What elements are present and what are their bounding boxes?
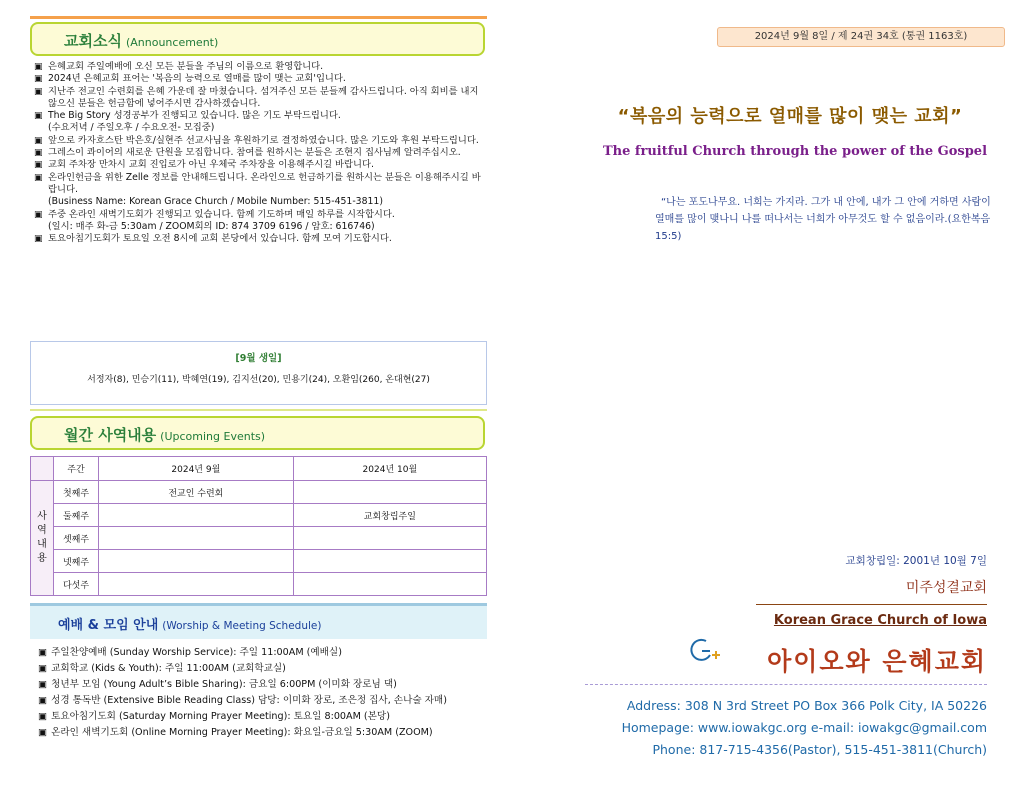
top-divider bbox=[30, 16, 487, 19]
events-row bbox=[31, 504, 487, 527]
worship-header bbox=[30, 603, 487, 639]
events-cell-sep bbox=[99, 504, 294, 527]
bullet-icon: ▣ bbox=[38, 711, 48, 722]
announcement-text: 온라인헌금을 위한 Zelle 정보를 안내해드립니다. 온라인으로 헌금하기를 원하시는 분들은 이용해주시길 바랍니다. bbox=[48, 171, 481, 195]
announcement-item bbox=[34, 110, 489, 135]
announcement-text: The Big Story 성경공부가 진행되고 있습니다. 많은 기도 부탁드립니다. bbox=[48, 110, 341, 122]
bible-verse: “나는 포도나무요. 너희는 가지라. 그가 내 안에, 내가 그 안에 거하면 사람이 열매를 많이 맺나니 나를 떠나서는 너희가 아무것도 할 수 없음이라.(요한복음 15:5) bbox=[655, 197, 991, 242]
worship-text: 청년부 모임 (Young Adult’s Bible Sharing): 금요일 6:00PM (이미화 장로님 댁) bbox=[51, 679, 397, 690]
events-cell-week: 넷째주 bbox=[54, 550, 99, 573]
worship-item bbox=[38, 661, 447, 677]
announcement-subtext: (일시: 매주 화-금 5:30am / ZOOM회의 ID: 874 3709 6196 / 암호: 616746) bbox=[48, 220, 375, 232]
bullet-icon: ▣ bbox=[38, 647, 48, 658]
announcement-item bbox=[34, 233, 489, 245]
church-logo-icon bbox=[688, 637, 722, 665]
events-title: 월간 사역내용 (Upcoming Events) bbox=[64, 426, 266, 444]
announcement-text: 그레스이 콰이어의 새로운 단원을 모집합니다. 참여를 원하시는 분들은 조현지 집사님께 알려주십시오. bbox=[48, 147, 461, 159]
worship-title-en: (Worship & Meeting Schedule) bbox=[162, 620, 322, 632]
events-cell-sep bbox=[99, 573, 294, 596]
sep-header: 2024년 9월 bbox=[99, 457, 294, 481]
birthday-names: 서정자(8), 민승기(11), 박혜연(19), 김지선(20), 민용기(24), 오환임(260, 온대현(27) bbox=[87, 375, 430, 385]
birthday-divider bbox=[30, 409, 487, 411]
events-cell-week: 첫째주 bbox=[54, 481, 99, 504]
events-row bbox=[31, 573, 487, 596]
announcement-text: 2024년 은혜교회 표어는 '복음의 능력으로 열매를 많이 맺는 교회'입니다. bbox=[48, 73, 346, 85]
announcement-item bbox=[34, 147, 489, 159]
announcement-item bbox=[34, 73, 489, 85]
birthday-box bbox=[30, 341, 487, 405]
events-row bbox=[31, 527, 487, 550]
church-address: Address: 308 N 3rd Street PO Box 366 Polk City, IA 50226 bbox=[626, 698, 987, 713]
side-label-char: 역 bbox=[37, 525, 47, 536]
events-corner-cell bbox=[31, 457, 54, 481]
worship-text: 온라인 새벽기도회 (Online Morning Prayer Meeting): 화요일-금요일 5:30AM (ZOOM) bbox=[51, 727, 433, 738]
bullet-icon: ▣ bbox=[38, 663, 48, 674]
bullet-icon: ▣ bbox=[34, 86, 43, 97]
events-cell-week: 셋째주 bbox=[54, 527, 99, 550]
affiliation-name: 미주성결교회 bbox=[905, 580, 987, 596]
events-cell-oct bbox=[293, 573, 486, 596]
events-cell-oct bbox=[293, 550, 486, 573]
contact-divider bbox=[585, 684, 987, 685]
announcement-item bbox=[34, 86, 489, 111]
events-cell-oct: 교회창립주일 bbox=[293, 504, 486, 527]
church-name-korean: 아이오와 은혜교회 bbox=[767, 647, 987, 676]
founded-date: 교회창립일: 2001년 10월 7일 bbox=[845, 555, 987, 567]
church-divider bbox=[756, 604, 987, 605]
announcement-list bbox=[34, 61, 489, 245]
events-cell-oct bbox=[293, 527, 486, 550]
worship-title: 예배 & 모임 안내 (Worship & Meeting Schedule) bbox=[58, 618, 322, 633]
church-homepage-email[interactable]: Homepage: www.iowakgc.org e-mail: iowakgc@gmail.com bbox=[621, 720, 987, 735]
bullet-icon: ▣ bbox=[34, 234, 43, 245]
announcement-item bbox=[34, 135, 489, 147]
side-label-char: 내 bbox=[37, 539, 47, 550]
events-table-header bbox=[31, 457, 487, 481]
side-label-char: 용 bbox=[37, 553, 47, 564]
announcement-text: 앞으로 카자흐스탄 박은호/실현주 선교사님을 후원하기로 결정하였습니다. 많은 기도와 후원 부탁드립니다. bbox=[48, 134, 479, 146]
worship-item bbox=[38, 693, 447, 709]
bullet-icon: ▣ bbox=[34, 172, 43, 183]
bullet-icon: ▣ bbox=[34, 160, 43, 171]
announcement-item bbox=[34, 159, 489, 171]
worship-item bbox=[38, 709, 447, 725]
events-row bbox=[31, 481, 487, 504]
announcement-subtext: (Business Name: Korean Grace Church / Mobile Number: 515-451-3811) bbox=[48, 196, 383, 208]
events-cell-oct bbox=[293, 481, 486, 504]
bullet-icon: ▣ bbox=[34, 74, 43, 85]
announcement-text: 주중 온라인 새벽기도회가 진행되고 있습니다. 함께 기도하며 매일 하루를 시작합시다. bbox=[48, 208, 395, 220]
announcement-item bbox=[34, 172, 489, 209]
bullet-icon: ▣ bbox=[38, 727, 48, 738]
announcement-text: 지난주 전교인 수련회를 은혜 가운데 잘 마쳤습니다. 섬겨주신 모든 분들께 감사드립니다. 아직 회비를 내지 않으신 분들은 헌금함에 넣어주시면 감사하겠습니다. bbox=[48, 85, 479, 109]
events-cell-week: 다섯주 bbox=[54, 573, 99, 596]
announcement-item bbox=[34, 209, 489, 234]
events-cell-week: 둘째주 bbox=[54, 504, 99, 527]
bullet-icon: ▣ bbox=[34, 148, 43, 159]
announcement-text: 토요아침기도회가 토요일 오전 8시에 교회 본당에서 있습니다. 함께 모여 기도합시다. bbox=[48, 233, 392, 245]
worship-text: 주일찬양예배 (Sunday Worship Service): 주일 11:00AM (예배실) bbox=[51, 647, 342, 658]
church-name-english: Korean Grace Church of Iowa bbox=[773, 613, 987, 628]
announcement-title-en: (Announcement) bbox=[125, 36, 219, 49]
worship-list bbox=[38, 645, 447, 741]
announcement-header bbox=[30, 22, 485, 56]
bullet-icon: ▣ bbox=[34, 62, 43, 72]
bullet-icon: ▣ bbox=[38, 695, 48, 706]
events-cell-sep bbox=[99, 550, 294, 573]
church-phone[interactable]: Phone: 817-715-4356(Pastor), 515-451-3811(Church) bbox=[652, 742, 987, 757]
worship-item bbox=[38, 645, 447, 661]
announcement-item bbox=[34, 61, 489, 73]
birthday-title: [9월 생일] bbox=[235, 353, 282, 364]
week-header: 주간 bbox=[54, 457, 99, 481]
events-header bbox=[30, 416, 485, 450]
events-table bbox=[30, 456, 487, 596]
worship-item bbox=[38, 725, 447, 741]
bullet-icon: ▣ bbox=[34, 135, 43, 146]
events-row bbox=[31, 550, 487, 573]
side-label-char: 사 bbox=[37, 511, 47, 522]
events-cell-sep bbox=[99, 527, 294, 550]
oct-header: 2024년 10월 bbox=[293, 457, 486, 481]
announcement-text: 교회 주차장 만차시 교회 진입로가 아닌 우체국 주차장을 이용해주시길 바랍니다. bbox=[48, 159, 374, 171]
worship-text: 성경 통독반 (Extensive Bible Reading Class) 담당: 이미화 장로, 조은정 집사, 손나술 자매) bbox=[51, 695, 447, 706]
bullet-icon: ▣ bbox=[34, 209, 43, 220]
motto-english: The fruitful Church through the power of the Gospel bbox=[602, 144, 988, 159]
announcement-title: 교회소식 (Announcement) bbox=[64, 32, 219, 50]
worship-text: 토요아침기도회 (Saturday Morning Prayer Meeting): 토요일 8:00AM (본당) bbox=[51, 711, 390, 722]
announcement-text: 은혜교회 주일예배에 오신 모든 분들을 주님의 이름으로 환영합니다. bbox=[48, 61, 324, 72]
worship-item bbox=[38, 677, 447, 693]
issue-info: 2024년 9월 8일 / 제 24권 34호 (통권 1163호) bbox=[717, 27, 1005, 47]
worship-text: 교회학교 (Kids & Youth): 주일 11:00AM (교회학교실) bbox=[51, 663, 286, 674]
announcement-subtext: (수요저녁 / 주일오후 / 수요오전- 모집중) bbox=[48, 122, 215, 134]
motto-korean: “복음의 능력으로 열매를 많이 맺는 교회” bbox=[617, 106, 963, 127]
events-cell-sep: 전교인 수련회 bbox=[99, 481, 294, 504]
ministry-side-label bbox=[31, 481, 54, 596]
bullet-icon: ▣ bbox=[38, 679, 48, 690]
bullet-icon: ▣ bbox=[34, 111, 43, 122]
events-title-en: (Upcoming Events) bbox=[160, 430, 266, 443]
